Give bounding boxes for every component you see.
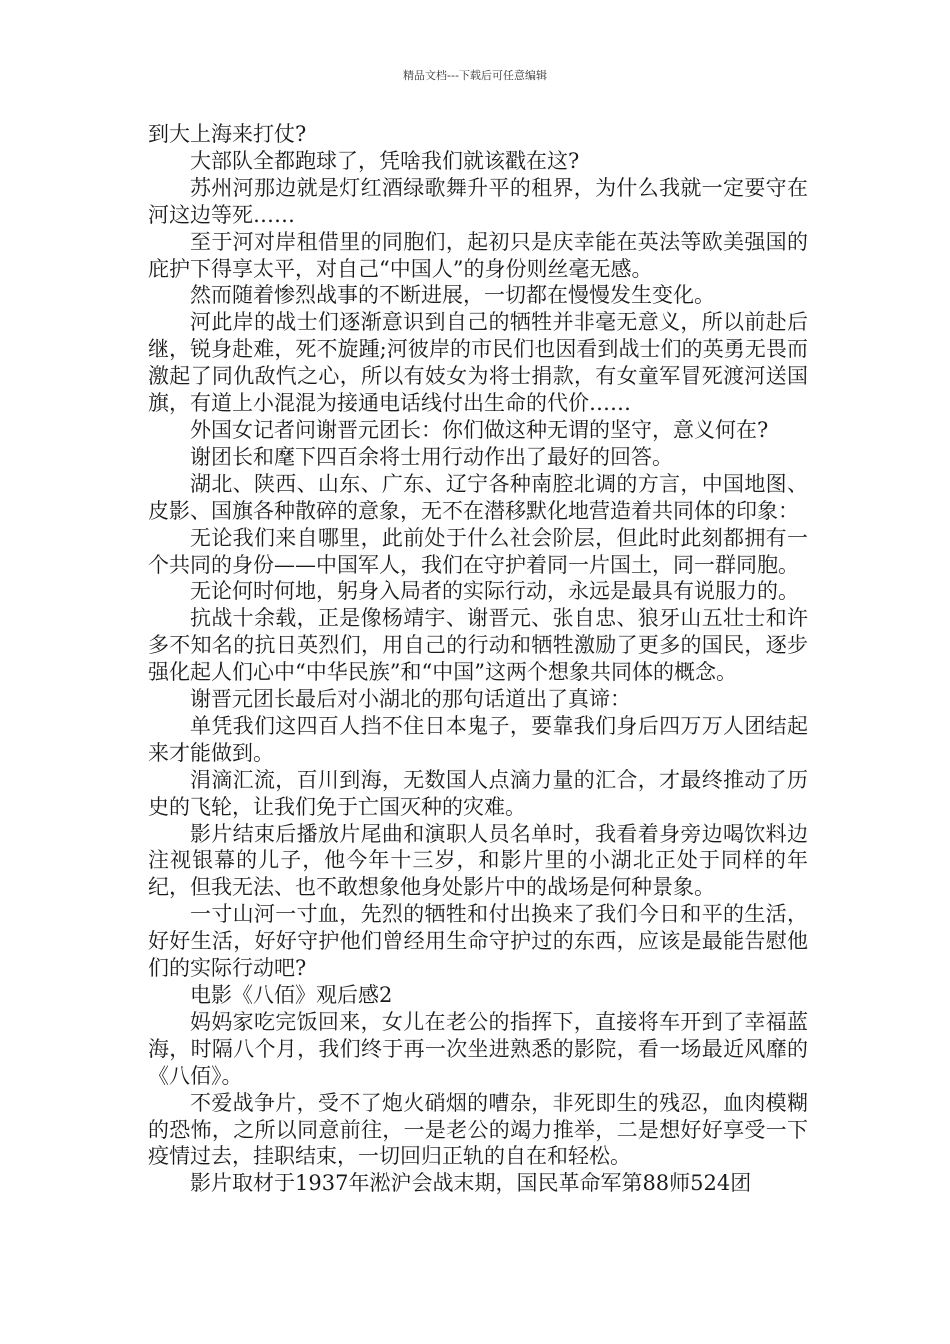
paragraph: 到大上海来打仗?: [148, 122, 307, 146]
paragraph: 苏州河那边就是灯红酒绿歌舞升平的租界，为什么我就一定要守在河这边等死……: [148, 175, 808, 227]
paragraph: 不爱战争片，受不了炮火硝烟的嘈杂，非死即生的残忍，血肉模糊的恐怖，之所以同意前往，一是老公的竭力推举，二是想好好享受一下疫情过去，挂职结束，一切回归正轨的自在和轻松。: [148, 1090, 808, 1169]
paragraph: 然而随着惨烈战事的不断进展，一切都在慢慢发生变化。: [190, 283, 715, 308]
paragraph: 涓滴汇流，百川到海，无数国人点滴力量的汇合，才最终推动了历史的飞轮，让我们免于亡国灭种的灾难。: [148, 767, 808, 819]
document-body: [148, 121, 808, 1197]
section-title: 电影《八佰》观后感2: [190, 983, 393, 1007]
paragraph: 单凭我们这四百人挡不住日本鬼子，要靠我们身后四万万人团结起来才能做到。: [148, 713, 808, 765]
paragraph: 外国女记者问谢晋元团长：你们做这种无谓的坚守，意义何在?: [190, 417, 769, 442]
paragraph: 无论我们来自哪里，此前处于什么社会阶层，但此时此刻都拥有一个共同的身份——中国军人，我们在守护着同一片国土，同一群同胞。: [148, 525, 808, 577]
paragraph: 妈妈家吃完饭回来，女儿在老公的指挥下，直接将车开到了幸福蓝海，时隔八个月，我们终于再一次坐进熟悉的影院，看一场最近风靡的《八佰》。: [148, 1009, 808, 1088]
paragraph: 无论何时何地，躬身入局者的实际行动，永远是最具有说服力的。: [190, 579, 799, 604]
paragraph: 一寸山河一寸血，先烈的牺牲和付出换来了我们今日和平的生活，好好生活，好好守护他们曾经用生命守护过的东西，应该是最能告慰他们的实际行动吧?: [148, 902, 808, 981]
paragraph: 至于河对岸租借里的同胞们，起初只是庆幸能在英法等欧美强国的庇护下得享太平，对自己“中国人”的身份则丝毫无感。: [148, 229, 808, 281]
paragraph: 大部队全都跑球了，凭啥我们就该戳在这?: [190, 148, 580, 173]
paragraph: 谢团长和麾下四百余将士用行动作出了最好的回答。: [190, 444, 673, 469]
paragraph: 影片结束后播放片尾曲和演职人员名单时，我看着身旁边喝饮料边注视银幕的儿子，他今年十三岁，和影片里的小湖北正处于同样的年纪，但我无法、也不敢想象他身处影片中的战场是何种景象。: [148, 821, 808, 900]
paragraph: 湖北、陕西、山东、广东、辽宁各种南腔北调的方言，中国地图、皮影、国旗各种散碎的意象，无不在潜移默化地营造着共同体的印象：: [148, 471, 808, 523]
paragraph: 河此岸的战士们逐渐意识到自己的牺牲并非毫无意义，所以前赴后继，锐身赴难，死不旋踵;河彼岸的市民们也因看到战士们的英勇无畏而激起了同仇敌忾之心，所以有妓女为将士捐款，有女童军冒死渡河送国旗，有道上小混混为接通电话线付出生命的代价……: [148, 310, 808, 416]
page-header: 精品文档---下载后可任意编辑: [403, 69, 547, 82]
paragraph: 抗战十余载，正是像杨靖宇、谢晋元、张自忠、狼牙山五壮士和许多不知名的抗日英烈们，用自己的行动和牺牲激励了更多的国民，逐步强化起人们心中“中华民族”和“中国”这两个想象共同体的概念。: [148, 606, 808, 685]
paragraph: 影片取材于1937年淞沪会战末期，国民革命军第88师524团: [190, 1171, 752, 1196]
paragraph: 谢晋元团长最后对小湖北的那句话道出了真谛：: [190, 687, 631, 712]
